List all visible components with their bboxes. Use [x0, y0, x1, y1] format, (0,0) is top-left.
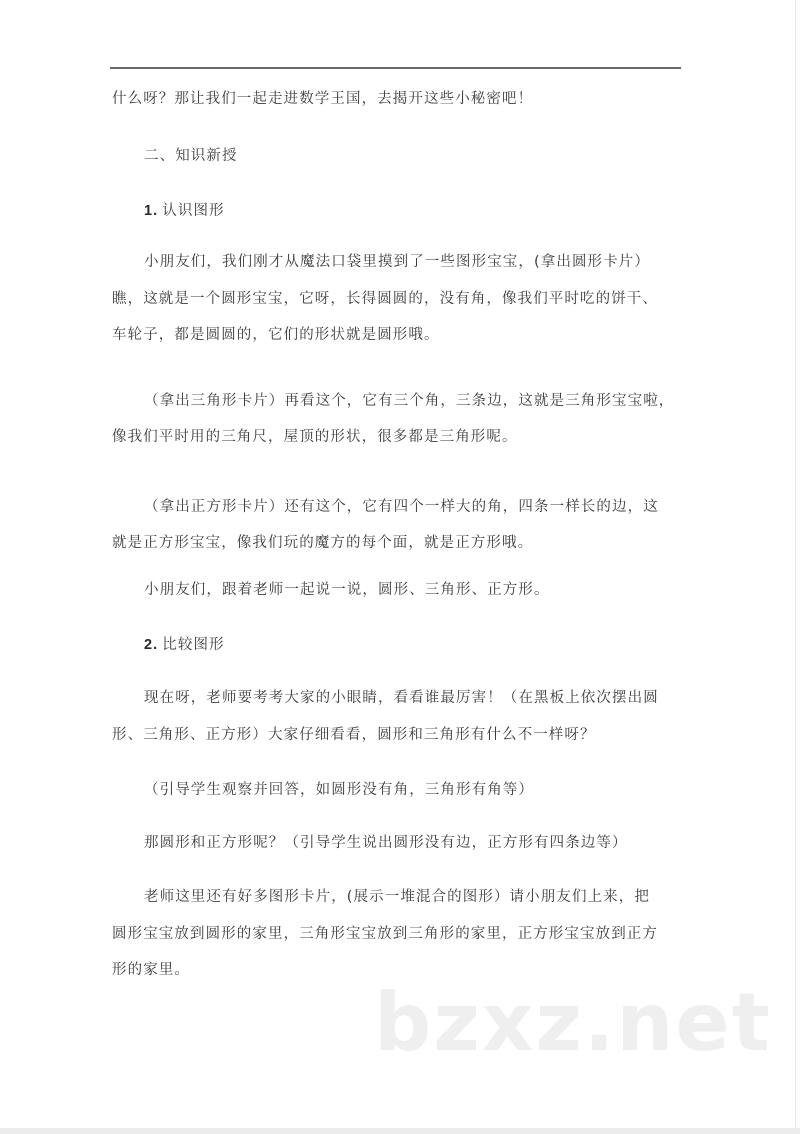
- page-bottom-edge: [0, 1128, 800, 1134]
- header-rule: [110, 67, 681, 69]
- paragraph-line: 老师这里还有好多图形卡片，(展示一堆混合的图形）请小朋友们上来，把: [144, 889, 650, 905]
- intro-tail-line: 什么呀？那让我们一起走进数学王国，去揭开这些小秘密吧！: [112, 91, 534, 107]
- paragraph-line: 小朋友们，我们刚才从魔法口袋里摸到了一些图形宝宝，(拿出圆形卡片）: [144, 254, 650, 270]
- paragraph-line: （引导学生观察并回答，如圆形没有角，三角形有角等）: [144, 782, 534, 798]
- paragraph-line: 形、三角形、正方形）大家仔细看看，圆形和三角形有什么不一样呀？: [112, 727, 596, 743]
- watermark: bzxz.net: [374, 976, 772, 1069]
- paragraph-line: （拿出三角形卡片）再看这个，它有三个角，三条边，这就是三角形宝宝啦，: [144, 393, 675, 409]
- section-heading: 二、知识新授: [144, 148, 238, 164]
- subheading-1-title: 认识图形: [162, 203, 225, 219]
- subheading-2-number: 2.: [144, 637, 159, 653]
- paragraph-line: 形的家里。: [112, 962, 190, 978]
- paragraph-line: 车轮子，都是圆圆的，它们的形状就是圆形哦。: [112, 327, 440, 343]
- paragraph-line: 现在呀，老师要考考大家的小眼睛，看看谁最厉害！（在黑板上依次摆出圆: [144, 690, 659, 706]
- paragraph-line: 就是正方形宝宝，像我们玩的魔方的每个面，就是正方形哦。: [112, 535, 534, 551]
- paragraph-line: 那圆形和正方形呢？（引导学生说出圆形没有边，正方形有四条边等）: [144, 835, 628, 851]
- paragraph-line: 瞧，这就是一个圆形宝宝，它呀，长得圆圆的，没有角，像我们平时吃的饼干、: [112, 291, 658, 307]
- paragraph-line: 小朋友们，跟着老师一起说一说，圆形、三角形、正方形。: [144, 582, 550, 598]
- paragraph-line: 像我们平时用的三角尺，屋顶的形状，很多都是三角形呢。: [112, 429, 518, 445]
- paragraph-line: （拿出正方形卡片）还有这个，它有四个一样大的角，四条一样长的边，这: [144, 499, 659, 515]
- paragraph-line: 圆形宝宝放到圆形的家里，三角形宝宝放到三角形的家里，正方形宝宝放到正方: [112, 926, 658, 942]
- subheading-1: [144, 201, 716, 221]
- subheading-2-title: 比较图形: [162, 637, 225, 653]
- subheading-1-number: 1.: [144, 203, 159, 219]
- subheading-2: [144, 635, 716, 655]
